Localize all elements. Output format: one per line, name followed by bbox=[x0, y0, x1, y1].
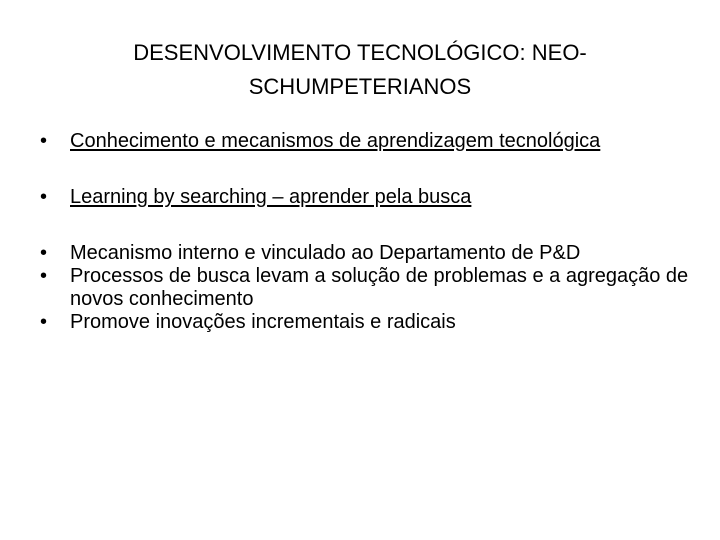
bullet-item bbox=[36, 130, 696, 153]
bullet-marker: • bbox=[40, 311, 48, 333]
bullet-item bbox=[36, 311, 696, 334]
slide-title-line-2: SCHUMPETERIANOS bbox=[248, 74, 472, 99]
bullet-marker: • bbox=[40, 186, 48, 208]
bullet-item bbox=[36, 242, 696, 265]
bullet-marker: • bbox=[40, 242, 48, 264]
bullet-marker: • bbox=[40, 130, 48, 152]
bullet-item bbox=[36, 265, 696, 311]
bullet-text: Learning by searching – aprender pela busca bbox=[70, 186, 472, 208]
bullet-text: Conhecimento e mecanismos de aprendizagem tecnológica bbox=[70, 130, 601, 152]
bullet-marker: • bbox=[40, 265, 48, 287]
bullet-text: Promove inovações incrementais e radicais bbox=[70, 311, 456, 333]
slide-title-line-1: DESENVOLVIMENTO TECNOLÓGICO: NEO- bbox=[133, 40, 587, 65]
bullet-text: Processos de busca levam a solução de problemas e a agregação de novos conhecimento bbox=[70, 265, 689, 310]
bullet-list bbox=[36, 130, 696, 334]
bullet-item bbox=[36, 186, 696, 209]
bullet-text: Mecanismo interno e vinculado ao Departamento de P&D bbox=[70, 242, 581, 264]
slide-title bbox=[36, 36, 684, 104]
